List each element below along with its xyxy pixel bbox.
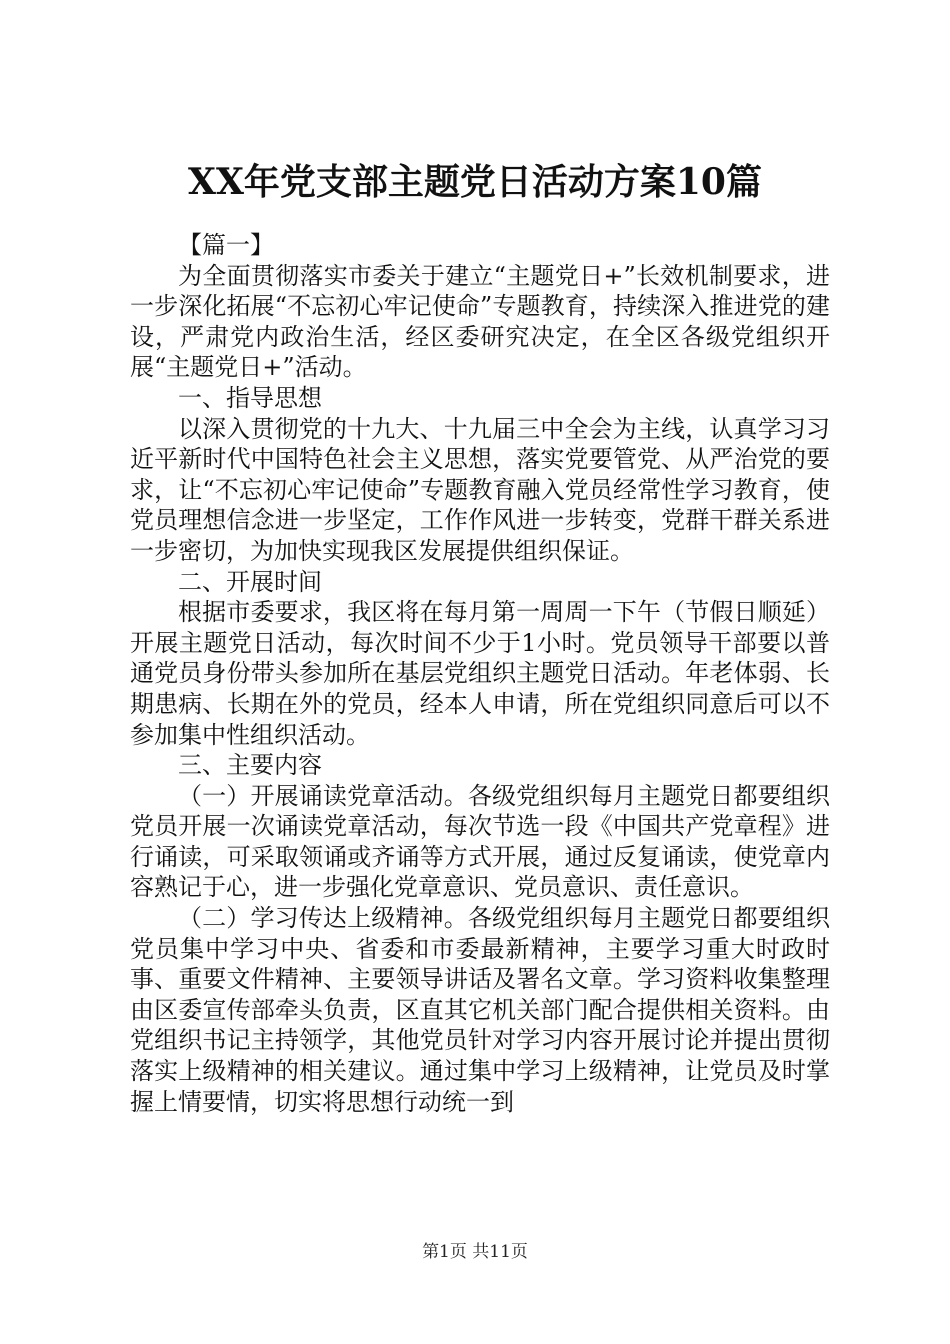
paragraph-content-item-2: （二）学习传达上级精神。各级党组织每月主题党日都要组织党员集中学习中央、省委和市委最新精神，主要学习重大时政时事、重要文件精神、主要领导讲话及署名文章。学习资料收集整理由区委宣传部牵头负责，区直其它机关部门配合提供相关资料。由党组织书记主持领学，其他党员针对学习内容开展讨论并提出贯彻落实上级精神的相关建议。通过集中学习上级精神，让党员及时掌握上情要情，切实将思想行动统一到 (130, 904, 830, 1116)
heading-schedule: 二、开展时间 (178, 567, 322, 596)
paragraph-schedule: 根据市委要求，我区将在每月第一周周一下午（节假日顺延）开展主题党日活动，每次时间不少于1小时。党员领导干部要以普通党员身份带头参加所在基层党组织主题党日活动。年老体弱、长期患病、长期在外的党员，经本人申请，所在党组织同意后可以不参加集中性组织活动。 (130, 598, 830, 749)
page-number-footer: 第1页 共11页 (422, 1242, 528, 1262)
document-body (130, 230, 830, 1117)
intro-paragraph: 为全面贯彻落实市委关于建立“主题党日+”长效机制要求，进一步深化拓展“不忘初心牢记使命”专题教育，持续深入推进党的建设，严肃党内政治生活，经区委研究决定，在全区各级党组织开展“主题党日+”活动。 (130, 261, 830, 382)
section-heading-part-one: 【篇一】 (178, 231, 274, 259)
heading-main-content: 三、主要内容 (178, 751, 322, 780)
paragraph-guiding-thought: 以深入贯彻党的十九大、十九届三中全会为主线，认真学习习近平新时代中国特色社会主义思想，落实党要管党、从严治党的要求，让“不忘初心牢记使命”专题教育融入党员经常性学习教育，使党员理想信念进一步坚定，工作作风进一步转变，党群干群关系进一步密切，为加快实现我区发展提供组织保证。 (130, 414, 830, 565)
paragraph-content-item-1: （一）开展诵读党章活动。各级党组织每月主题党日都要组织党员开展一次诵读党章活动，每次节选一段《中国共产党章程》进行诵读，可采取领诵或齐诵等方式开展，通过反复诵读，使党章内容熟记于心，进一步强化党章意识、党员意识、责任意识。 (130, 781, 830, 902)
document-title: XX年党支部主题党日活动方案10篇 (188, 161, 762, 203)
heading-guiding-thought: 一、指导思想 (178, 383, 322, 412)
